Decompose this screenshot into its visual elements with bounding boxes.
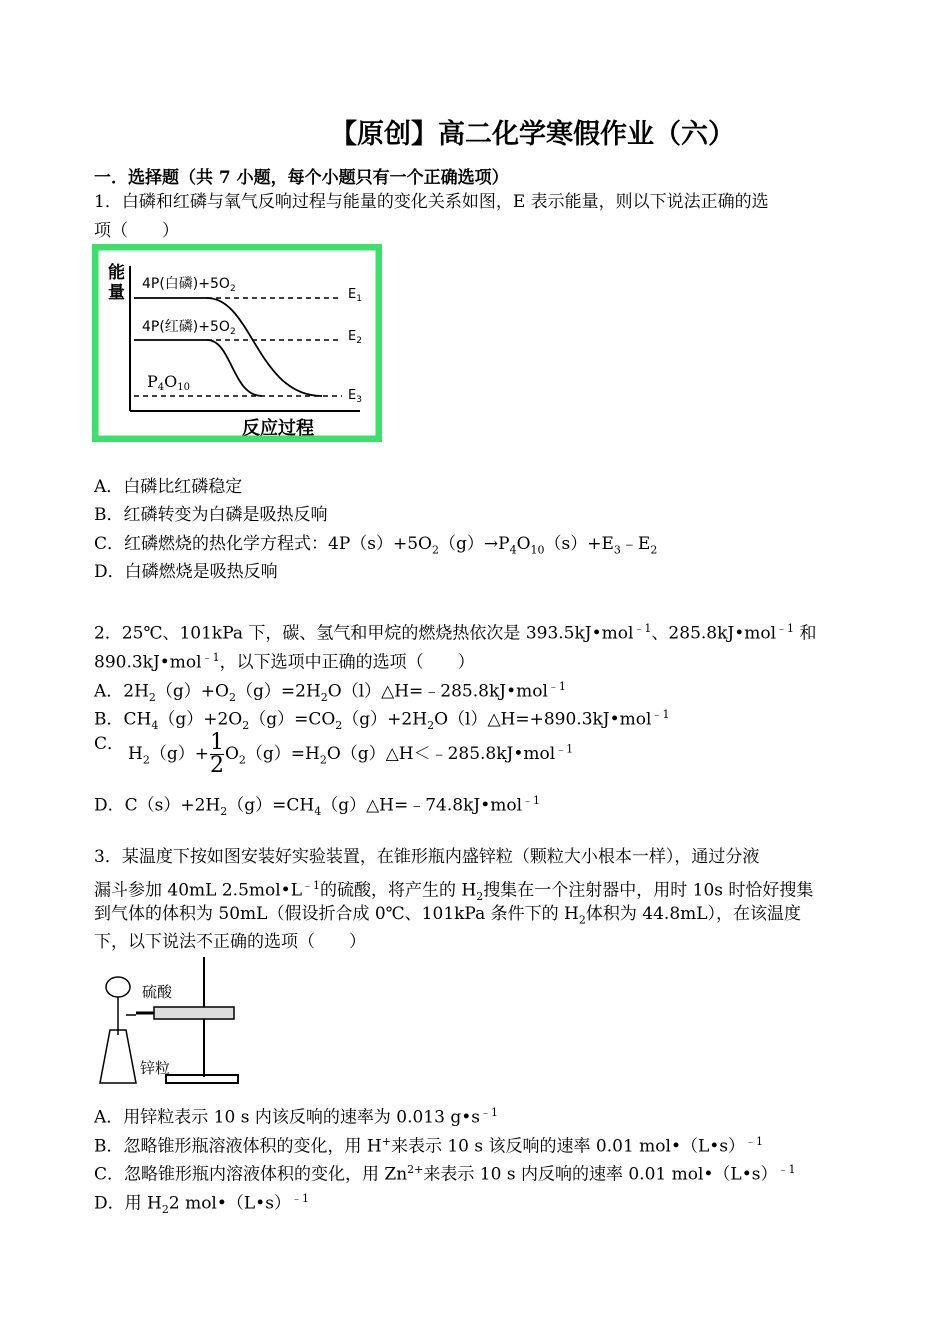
- label-e2: $E_2$: [348, 329, 362, 346]
- page-title: 【原创】高二化学寒假作业（六）: [330, 119, 735, 150]
- q2-stem-line2: 890.3kJ•mol$^{﹣1}$，以下选项中正确的选项（ ）: [94, 651, 475, 673]
- conical-flask: [100, 1030, 136, 1083]
- q2-option-c: $H_2(g)+$ $\frac{1}{2}$ $O_2(g)=H_2O(g)\triangle H<﹣285.8kJ•mol^{﹣1}$: [128, 730, 574, 778]
- q1-option-a: A．白磷比红磷稳定: [94, 477, 243, 497]
- q3-option-d: D．用 $H_22$ mol•（L•s）$^{﹣1}$: [94, 1192, 309, 1217]
- stand-base: [166, 1075, 238, 1083]
- q3-option-a: A．用锌粒表示 10 s 内该反响的速率为 0.013 $g•s^{﹣1}$: [94, 1106, 498, 1128]
- label-red-phosphorus: 4P(红磷)$+5O_2$: [142, 319, 236, 337]
- section-heading: 一．选择题（共 7 小题，每个小题只有一个正确选项）: [94, 168, 509, 188]
- q1-option-c: C．红磷燃烧的热化学方程式：$4P(s)+5O_2(g)\to P_4O_{10}(s)+E_3﹣E_2$: [94, 534, 658, 557]
- label-p4o10: P4O10: [147, 372, 190, 393]
- label-e3: $E_3$: [348, 388, 362, 405]
- label-sulfuric-acid: 硫酸: [142, 983, 173, 1001]
- q3-option-c: C．忽略锥形瓶内溶液体积的变化，用 $Zn^{2+}$来表示 10 s 内反响的速率 0.01 mol•（L•s）$^{﹣1}$: [94, 1163, 796, 1185]
- q3-stem-line4: 下，以下说法不正确的选项（ ）: [94, 932, 366, 952]
- syringe: [154, 1007, 234, 1019]
- apparatus-svg: [96, 955, 241, 1090]
- q3-apparatus-figure: [96, 955, 241, 1090]
- label-e1: $E_1$: [348, 287, 362, 304]
- energy-diagram-svg: [92, 244, 382, 442]
- label-zinc: 锌粒: [140, 1059, 171, 1077]
- q1-stem-line1: 1．白磷和红磷与氧气反响过程与能量的变化关系如图，E 表示能量，则以下说法正确的选: [94, 192, 769, 212]
- x-axis-label: 反应过程: [242, 418, 314, 439]
- label-white-phosphorus: 4P(白磷)$+5O_2$: [142, 276, 236, 294]
- q1-option-b: B．红磷转变为白磷是吸热反响: [94, 505, 328, 525]
- separatory-funnel: [106, 977, 130, 997]
- y-axis-label-1: 能: [108, 263, 125, 283]
- q2-option-b: B．$CH_4(g)+2O_2(g)=CO_2(g)+2H_2O(l)\triangle H=+890.3kJ•mol^{﹣1}$: [94, 708, 670, 733]
- q1-energy-diagram: [92, 244, 382, 442]
- q3-stem-line3: 到气体的体积为 50mL（假设折合成 0℃、101kPa 条件下的 $H_2$体积为 44.8mL），在该温度: [94, 904, 802, 927]
- q2-option-a: A．$2H_2(g)+O_2(g)=2H_2O(l)\triangle H=﹣285.8kJ•mol^{﹣1}$: [94, 680, 566, 705]
- q1-option-d: D．白磷燃烧是吸热反响: [94, 562, 278, 582]
- q3-option-b: B．忽略锥形瓶溶液体积的变化，用 H+来表示 10 s 该反响的速率 0.01 mol•（L•s）$^{﹣1}$: [94, 1135, 764, 1157]
- q1-stem-line2: 项（ ）: [94, 221, 179, 241]
- q2-option-c-label: C．: [94, 734, 125, 754]
- q3-stem-line1: 3．某温度下按如图安装好实验装置，在锥形瓶内盛锌粒（颗粒大小根本一样），通过分液: [94, 847, 760, 867]
- fraction-one-half: $\frac{1}{2}$: [209, 730, 224, 778]
- q3-stem-line2: 漏斗参加 40mL $2.5mol•L^{﹣1}$的硫酸，将产生的 $H_2$搜集在一个注射器中，用时 10s 时恰好搜集: [94, 879, 814, 904]
- y-axis-label-2: 量: [108, 283, 125, 303]
- q2-option-d: D．$C(s)+2H_2(g)=CH_4(g)\triangle H=﹣74.8kJ•mol^{﹣1}$: [94, 794, 541, 819]
- q2-stem-line1: 2．25℃、101kPa 下，碳、氢气和甲烷的燃烧热依次是 393.5kJ•mol$^{﹣1}$、285.8kJ•mol$^{﹣1}$ 和: [94, 622, 817, 644]
